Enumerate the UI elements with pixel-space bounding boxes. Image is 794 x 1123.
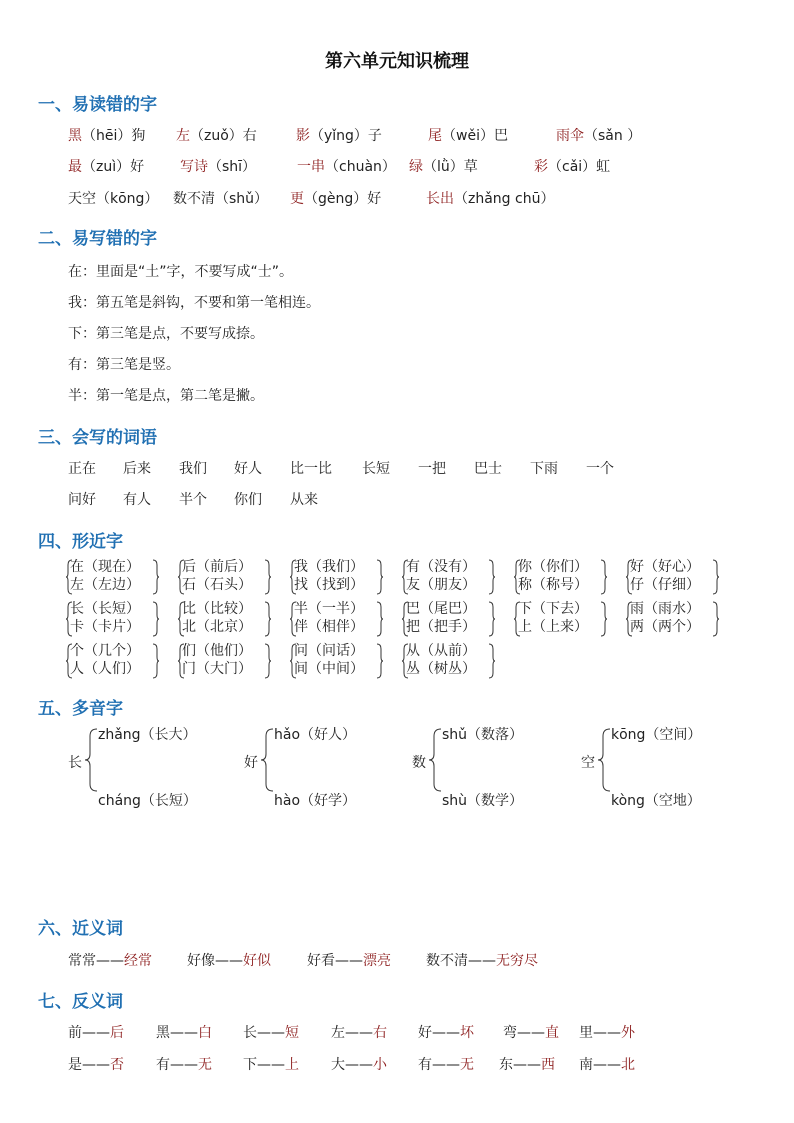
section-heading-synonyms: 六、近义词	[38, 919, 123, 939]
page-title: 第六单元知识梳理	[325, 51, 469, 72]
easy-read-item: 雨伞（sǎn ）	[556, 128, 642, 144]
synonym-pair: 数不清——无穷尽	[426, 953, 538, 969]
easy-read-item: 左（zuǒ）右	[176, 128, 257, 144]
similar-char-group	[66, 600, 176, 640]
similar-char-bottom: 伴（相伴）	[294, 619, 364, 635]
right-brace-icon	[264, 643, 271, 679]
similar-char-top: 你（你们）	[518, 559, 588, 575]
easy-write-line: 在：里面是“土”字，不要写成“士”。	[68, 264, 294, 280]
similar-char-top: 半（一半）	[294, 601, 364, 617]
similar-char-bottom: 左（左边）	[70, 577, 140, 593]
similar-char-group	[178, 600, 288, 640]
easy-write-line: 半：第一笔是点，第二笔是撇。	[68, 388, 264, 404]
similar-char-bottom: 找（找到）	[294, 577, 364, 593]
section-heading-polyphones: 五、多音字	[38, 699, 123, 719]
antonym-pair: 是——否	[68, 1057, 124, 1073]
similar-char-bottom: 上（上来）	[518, 619, 588, 635]
similar-char-group	[402, 642, 512, 682]
similar-char-group	[626, 600, 736, 640]
antonym-pair: 左——右	[331, 1025, 387, 1041]
word-item: 一把	[418, 461, 446, 477]
similar-char-group	[66, 558, 176, 598]
polyphone-char: 空	[581, 755, 595, 771]
similar-char-bottom: 丛（树丛）	[406, 661, 476, 677]
word-item: 巴士	[474, 461, 502, 477]
right-brace-icon	[264, 601, 271, 637]
easy-read-item: 最（zuì）好	[68, 159, 145, 175]
word-item: 问好	[68, 492, 96, 508]
similar-char-group	[402, 600, 512, 640]
similar-char-bottom: 人（人们）	[70, 661, 140, 677]
right-brace-icon	[376, 643, 383, 679]
similar-char-top: 我（我们）	[294, 559, 364, 575]
similar-char-bottom: 称（称号）	[518, 577, 588, 593]
similar-char-bottom: 间（中间）	[294, 661, 364, 677]
similar-char-group	[514, 600, 624, 640]
antonym-pair: 南——北	[579, 1057, 635, 1073]
right-brace-icon	[712, 601, 719, 637]
antonym-pair: 前——后	[68, 1025, 124, 1041]
similar-char-bottom: 两（两个）	[630, 619, 700, 635]
similar-char-top: 在（现在）	[70, 559, 140, 575]
similar-char-group	[290, 642, 400, 682]
antonym-pair: 有——无	[156, 1057, 212, 1073]
similar-char-top: 长（长短）	[70, 601, 140, 617]
antonym-pair: 弯——直	[503, 1025, 559, 1041]
antonym-pair: 有——无	[418, 1057, 474, 1073]
similar-char-bottom: 石（石头）	[182, 577, 252, 593]
word-item: 从来	[290, 492, 318, 508]
similar-char-top: 问（问话）	[294, 643, 364, 659]
word-item: 一个	[586, 461, 614, 477]
similar-char-top: 们（他们）	[182, 643, 252, 659]
similar-char-top: 比（比较）	[182, 601, 252, 617]
brace-icon	[260, 728, 274, 792]
similar-char-top: 巴（尾巴）	[406, 601, 476, 617]
right-brace-icon	[376, 601, 383, 637]
similar-char-group	[626, 558, 736, 598]
easy-write-line: 我：第五笔是斜钩，不要和第一笔相连。	[68, 295, 320, 311]
polyphone-reading: hào（好学）	[274, 793, 357, 809]
right-brace-icon	[264, 559, 271, 595]
similar-char-top: 好（好心）	[630, 559, 700, 575]
synonym-pair: 常常——经常	[68, 953, 152, 969]
polyphone-reading: shǔ（数落）	[442, 727, 524, 743]
easy-read-item: 长出（zhǎng chū）	[426, 191, 555, 207]
similar-char-group	[514, 558, 624, 598]
section-heading-words: 三、会写的词语	[38, 428, 157, 448]
easy-read-item: 天空（kōng）	[68, 191, 159, 207]
easy-read-item: 数不清（shǔ）	[173, 191, 269, 207]
polyphone-reading: shù（数学）	[442, 793, 524, 809]
similar-char-bottom: 仔（仔细）	[630, 577, 700, 593]
similar-char-top: 下（下去）	[518, 601, 588, 617]
polyphone-reading: zhǎng（长大）	[98, 727, 197, 743]
similar-char-group	[290, 600, 400, 640]
word-item: 好人	[234, 461, 262, 477]
right-brace-icon	[152, 601, 159, 637]
polyphone-char: 数	[412, 755, 426, 771]
right-brace-icon	[488, 643, 495, 679]
polyphone-reading: kōng（空间）	[611, 727, 702, 743]
polyphone-char: 好	[244, 755, 258, 771]
synonym-pair: 好像——好似	[187, 953, 271, 969]
right-brace-icon	[152, 643, 159, 679]
word-item: 我们	[179, 461, 207, 477]
word-item: 长短	[362, 461, 390, 477]
easy-read-item: 写诗（shī）	[180, 159, 257, 175]
easy-read-item: 影（yǐng）子	[296, 128, 382, 144]
polyphone-reading: cháng（长短）	[98, 793, 197, 809]
similar-char-bottom: 友（朋友）	[406, 577, 476, 593]
right-brace-icon	[488, 559, 495, 595]
word-item: 后来	[123, 461, 151, 477]
similar-char-top: 从（从前）	[406, 643, 476, 659]
easy-write-line: 下：第三笔是点，不要写成捺。	[68, 326, 264, 342]
section-heading-antonyms: 七、反义词	[38, 992, 123, 1012]
polyphone-reading: hǎo（好人）	[274, 727, 357, 743]
similar-char-top: 个（几个）	[70, 643, 140, 659]
easy-read-item: 一串（chuàn）	[297, 159, 396, 175]
antonym-pair: 长——短	[243, 1025, 299, 1041]
word-item: 半个	[179, 492, 207, 508]
right-brace-icon	[376, 559, 383, 595]
similar-char-top: 后（前后）	[182, 559, 252, 575]
antonym-pair: 大——小	[331, 1057, 387, 1073]
similar-char-group	[66, 642, 176, 682]
section-heading-similar: 四、形近字	[38, 532, 123, 552]
right-brace-icon	[152, 559, 159, 595]
similar-char-group	[178, 642, 288, 682]
polyphone-reading: kòng（空地）	[611, 793, 701, 809]
word-item: 比一比	[290, 461, 332, 477]
brace-icon	[597, 728, 611, 792]
similar-char-group	[178, 558, 288, 598]
right-brace-icon	[600, 601, 607, 637]
antonym-pair: 下——上	[243, 1057, 299, 1073]
easy-read-item: 尾（wěi）巴	[428, 128, 508, 144]
easy-read-item: 绿（lǜ）草	[409, 159, 478, 175]
similar-char-bottom: 卡（卡片）	[70, 619, 140, 635]
word-item: 正在	[68, 461, 96, 477]
easy-read-item: 黑（hēi）狗	[68, 128, 146, 144]
word-item: 有人	[123, 492, 151, 508]
similar-char-top: 有（没有）	[406, 559, 476, 575]
right-brace-icon	[488, 601, 495, 637]
antonym-pair: 黑——白	[156, 1025, 212, 1041]
word-item: 你们	[234, 492, 262, 508]
antonym-pair: 好——坏	[418, 1025, 474, 1041]
brace-icon	[428, 728, 442, 792]
right-brace-icon	[712, 559, 719, 595]
right-brace-icon	[600, 559, 607, 595]
section-heading-easy-read: 一、易读错的字	[38, 95, 157, 115]
similar-char-group	[290, 558, 400, 598]
antonym-pair: 东——西	[499, 1057, 555, 1073]
section-heading-easy-write: 二、易写错的字	[38, 229, 157, 249]
similar-char-bottom: 把（把手）	[406, 619, 476, 635]
brace-icon	[84, 728, 98, 792]
easy-read-item: 彩（cǎi）虹	[534, 159, 611, 175]
similar-char-bottom: 门（大门）	[182, 661, 252, 677]
synonym-pair: 好看——漂亮	[307, 953, 391, 969]
similar-char-bottom: 北（北京）	[182, 619, 252, 635]
easy-write-line: 有：第三笔是竖。	[68, 357, 180, 373]
easy-read-item: 更（gèng）好	[290, 191, 382, 207]
word-item: 下雨	[530, 461, 558, 477]
similar-char-group	[402, 558, 512, 598]
antonym-pair: 里——外	[579, 1025, 635, 1041]
polyphone-char: 长	[68, 755, 82, 771]
similar-char-top: 雨（雨水）	[630, 601, 700, 617]
